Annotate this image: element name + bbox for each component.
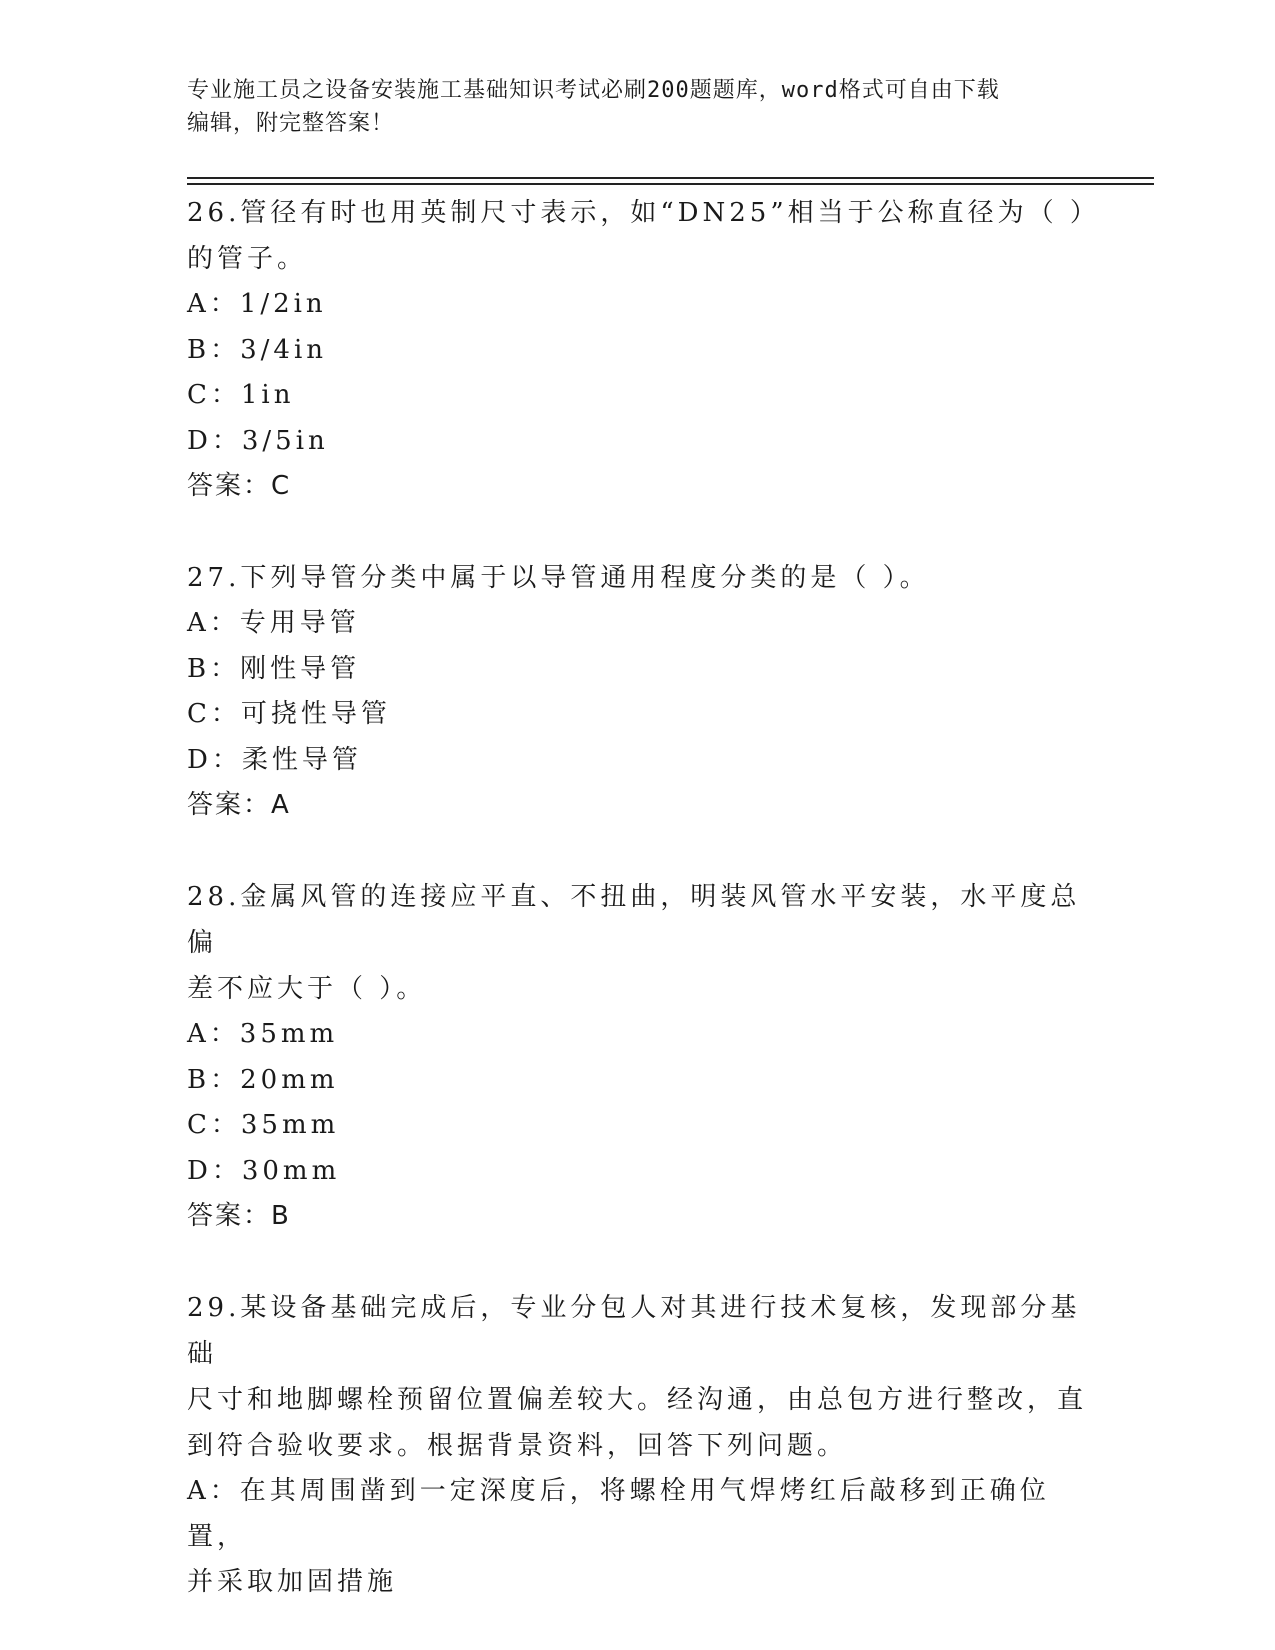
question-list bbox=[187, 190, 1100, 1606]
question-28 bbox=[187, 874, 1087, 1239]
option-d: D：3/5in bbox=[187, 425, 329, 456]
option-a: A：在其周围凿到一定深度后，将螺栓用气焊烤红后敲移到正确位置， bbox=[187, 1476, 1050, 1552]
option-b: B：3/4in bbox=[187, 334, 328, 365]
question-stem-line: 到符合验收要求。根据背景资料，回答下列问题。 bbox=[187, 1431, 848, 1461]
question-spacer bbox=[187, 509, 1087, 555]
option-c: C：35mm bbox=[187, 1110, 340, 1140]
answer-label: 答案：A bbox=[187, 790, 291, 820]
option-a: A：35mm bbox=[187, 1019, 339, 1049]
option-b: B：刚性导管 bbox=[187, 653, 361, 684]
question-stem-line: 28.金属风管的连接应平直、不扭曲，明装风管水平安装，水平度总偏 bbox=[187, 882, 1081, 958]
question-stem-line: 27.下列导管分类中属于以导管通用程度分类的是（ ）。 bbox=[187, 563, 930, 593]
question-stem-line: 的管子。 bbox=[187, 244, 308, 274]
option-d: D：30mm bbox=[187, 1155, 341, 1186]
option-a: A：1/2in bbox=[187, 289, 327, 319]
question-26 bbox=[187, 190, 1100, 509]
option-d: D：柔性导管 bbox=[187, 744, 362, 775]
option-c: C：可挠性导管 bbox=[187, 699, 391, 729]
option-c: C：1in bbox=[187, 380, 295, 410]
question-spacer bbox=[187, 1239, 1087, 1285]
question-stem-line: 29.某设备基础完成后，专业分包人对其进行技术复核，发现部分基础 bbox=[187, 1293, 1081, 1369]
header-line-1: 专业施工员之设备安装施工基础知识考试必刷200题题库，word格式可自由下载 bbox=[187, 78, 1000, 103]
header-divider-bottom bbox=[187, 183, 1154, 185]
answer-label: 答案：B bbox=[187, 1201, 291, 1231]
question-stem-line: 尺寸和地脚螺栓预留位置偏差较大。经沟通，由总包方进行整改，直 bbox=[187, 1385, 1088, 1415]
question-stem-line: 26.管径有时也用英制尺寸表示，如“DN25”相当于公称直径为（ ） bbox=[187, 198, 1100, 228]
question-27 bbox=[187, 555, 1087, 828]
question-stem-line: 差不应大于（ ）。 bbox=[187, 974, 427, 1004]
header-divider-top bbox=[187, 177, 1154, 179]
option-a: A：专用导管 bbox=[187, 608, 360, 638]
option-b: B：20mm bbox=[187, 1064, 339, 1095]
header-line-2: 编辑，附完整答案！ bbox=[187, 111, 395, 136]
option-a-continued: 并采取加固措施 bbox=[187, 1567, 398, 1597]
question-29 bbox=[187, 1285, 1087, 1606]
question-spacer bbox=[187, 828, 1087, 874]
answer-label: 答案：C bbox=[187, 471, 292, 501]
document-header bbox=[187, 74, 1087, 140]
